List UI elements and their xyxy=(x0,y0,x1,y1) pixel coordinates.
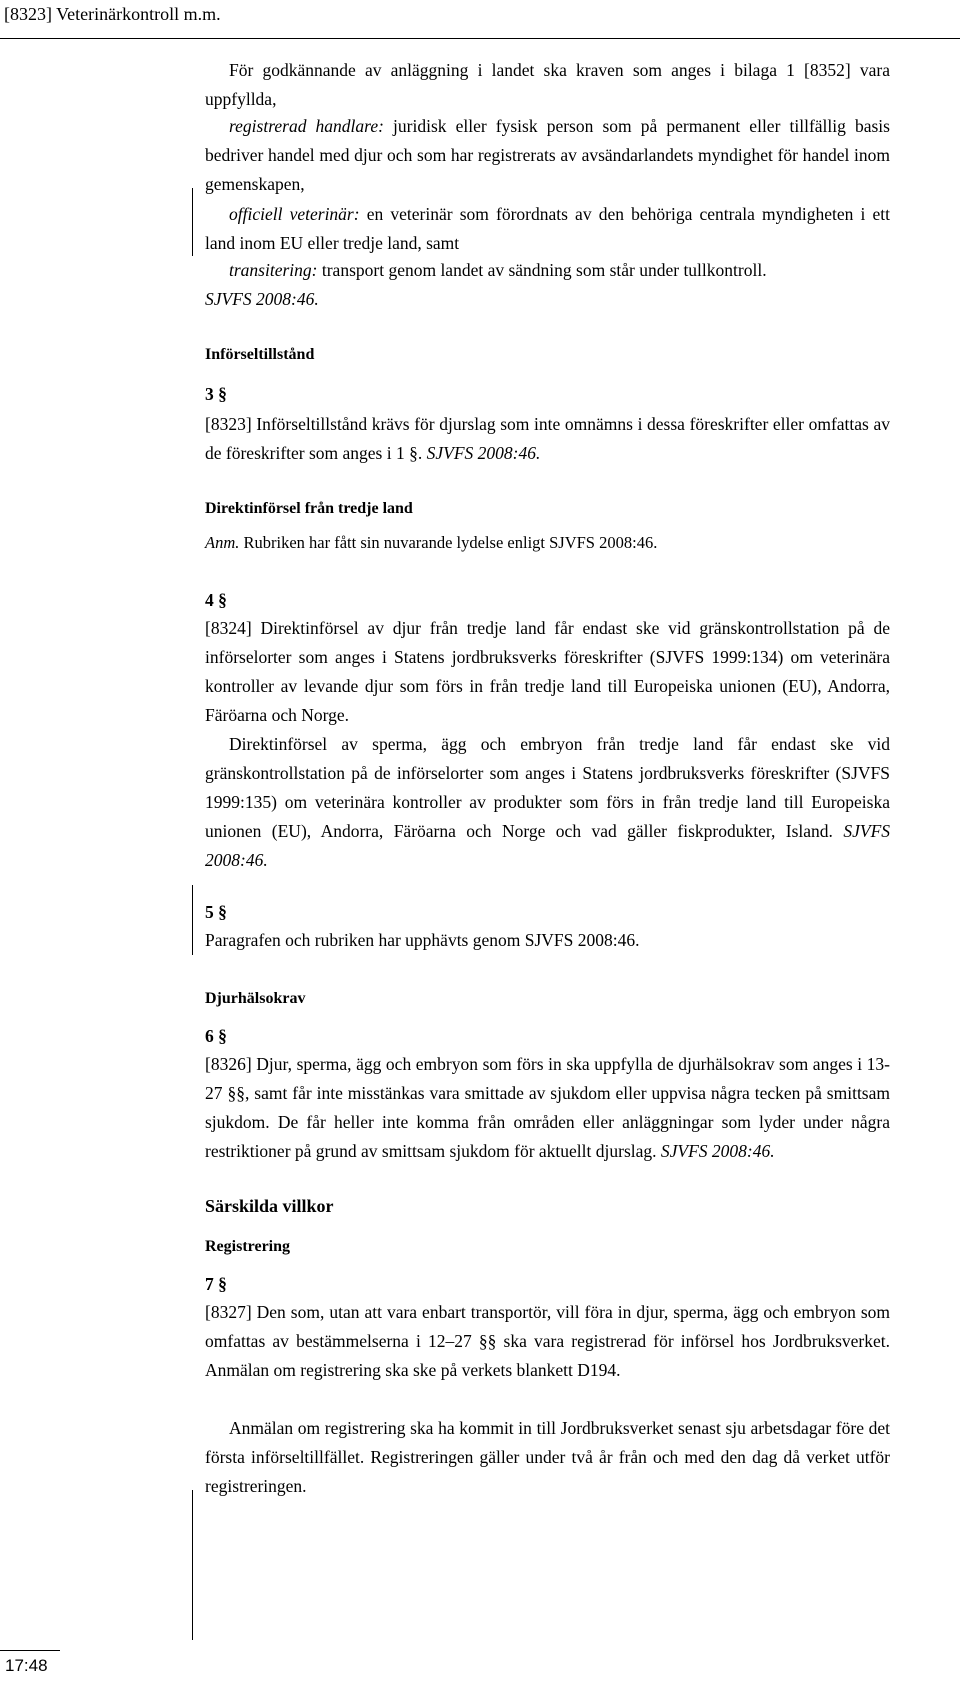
paragraph-text: Paragrafen och rubriken har upphävts genom SJVFS 2008:46. xyxy=(205,930,640,950)
definition-official-veterinarian: officiell veterinär: en veterinär som förordnats av den behöriga centrala myndigheten i ett land inom EU eller tredje land, samt xyxy=(205,204,890,253)
paragraph-number: 6 § xyxy=(205,1026,227,1046)
footer-rule xyxy=(0,1650,60,1651)
section-heading: Direktinförsel från tredje land xyxy=(205,500,413,517)
footer-time: 17:48 xyxy=(5,1656,48,1675)
definition-transit: transitering: transport genom landet av sändning som står under tullkontroll. SJVFS 2008:46. xyxy=(205,260,767,309)
paragraph-number: 3 § xyxy=(205,384,227,404)
running-header: [8323] Veterinärkontroll m.m. xyxy=(4,4,221,24)
section-heading: Djurhälsokrav xyxy=(205,990,306,1007)
source-reference: SJVFS 2008:46. xyxy=(205,821,891,870)
definition-intro: För godkännande av anläggning i landet ska kraven som anges i bilaga 1 [8352] vara uppfyllda, xyxy=(205,60,890,109)
source-reference: SJVFS 2008:46. xyxy=(660,1141,775,1161)
subsection-heading: Registrering xyxy=(205,1238,291,1255)
source-reference: SJVFS 2008:46. xyxy=(426,443,541,463)
source-reference: SJVFS 2008:46. xyxy=(205,289,319,309)
paragraph-text: [8326] Djur, sperma, ägg och embryon som förs in ska uppfylla de djurhälsokrav som anges i 13-27 §§, samt får inte misstänkas vara smittade av sjukdom eller uppvisa några tecken på smittsam sjukdom. De får heller inte komma från områden eller anläggningar som lyder under några restriktioner på grund av smittsam sjukdom för aktuellt djurslag. SJVFS 2008:46. xyxy=(205,1054,890,1161)
paragraph-text: Direktinförsel av sperma, ägg och embryon från tredje land får endast ske vid gränskontrollstation på de införselorter som anges i Statens jordbruksverks föreskrifter (SJVFS 1999:135) om veterinära kontroller av produkter som förs in från tredje land till Europeiska unionen (EU), Andorra, Färöarna och Norge och vad gäller fiskprodukter, Island. SJVFS 2008:46. xyxy=(205,734,891,870)
paragraph-text: [8324] Direktinförsel av djur från tredje land får endast ske vid gränskontrollstation på de införselorter som anges i Statens jordbruksverks föreskrifter (SJVFS 1999:134) om veterinära kontroller av levande djur som förs in från tredje land till Europeiska unionen (EU), Andorra, Färöarna och Norge. xyxy=(205,618,890,725)
definition-term: officiell veterinär: xyxy=(229,204,360,224)
paragraph-number: 7 § xyxy=(205,1274,227,1294)
definition-term: transitering: xyxy=(229,260,318,280)
header-rule xyxy=(0,38,960,39)
definition-term: registrerad handlare: xyxy=(229,116,384,136)
change-bar xyxy=(192,188,193,256)
change-bar xyxy=(192,885,193,955)
paragraph-number: 4 § xyxy=(205,590,227,610)
change-bar xyxy=(192,1490,193,1640)
paragraph-text: [8323] Införseltillstånd krävs för djurslag som inte omnämns i dessa föreskrifter eller omfattas av de föreskrifter som anges i 1 §. SJVFS 2008:46. xyxy=(205,414,890,463)
definition-registered-trader: registrerad handlare: juridisk eller fysisk person som på permanent eller tillfällig basis bedriver handel med djur och som har registrerats av avsändarlandets myndighet för handel inom gemenskapen, xyxy=(205,116,890,194)
annotation-note: Anm. Rubriken har fått sin nuvarande lydelse enligt SJVFS 2008:46. xyxy=(205,533,658,552)
paragraph-text: [8327] Den som, utan att vara enbart transportör, vill föra in djur, sperma, ägg och embryon som omfattas av bestämmelserna i 12–27 §§ ska vara registrerad för införsel hos Jordbruksverket. Anmälan om registrering ska ske på verkets blankett D194. xyxy=(205,1302,890,1380)
section-heading: Införseltillstånd xyxy=(205,346,315,363)
paragraph-number: 5 § xyxy=(205,902,227,922)
section-heading: Särskilda villkor xyxy=(205,1196,334,1216)
paragraph-text: Anmälan om registrering ska ha kommit in till Jordbruksverket senast sju arbetsdagar före det första införseltillfället. Registreringen gäller under två år från och med den dag då verket utför registreringen. xyxy=(205,1418,890,1496)
